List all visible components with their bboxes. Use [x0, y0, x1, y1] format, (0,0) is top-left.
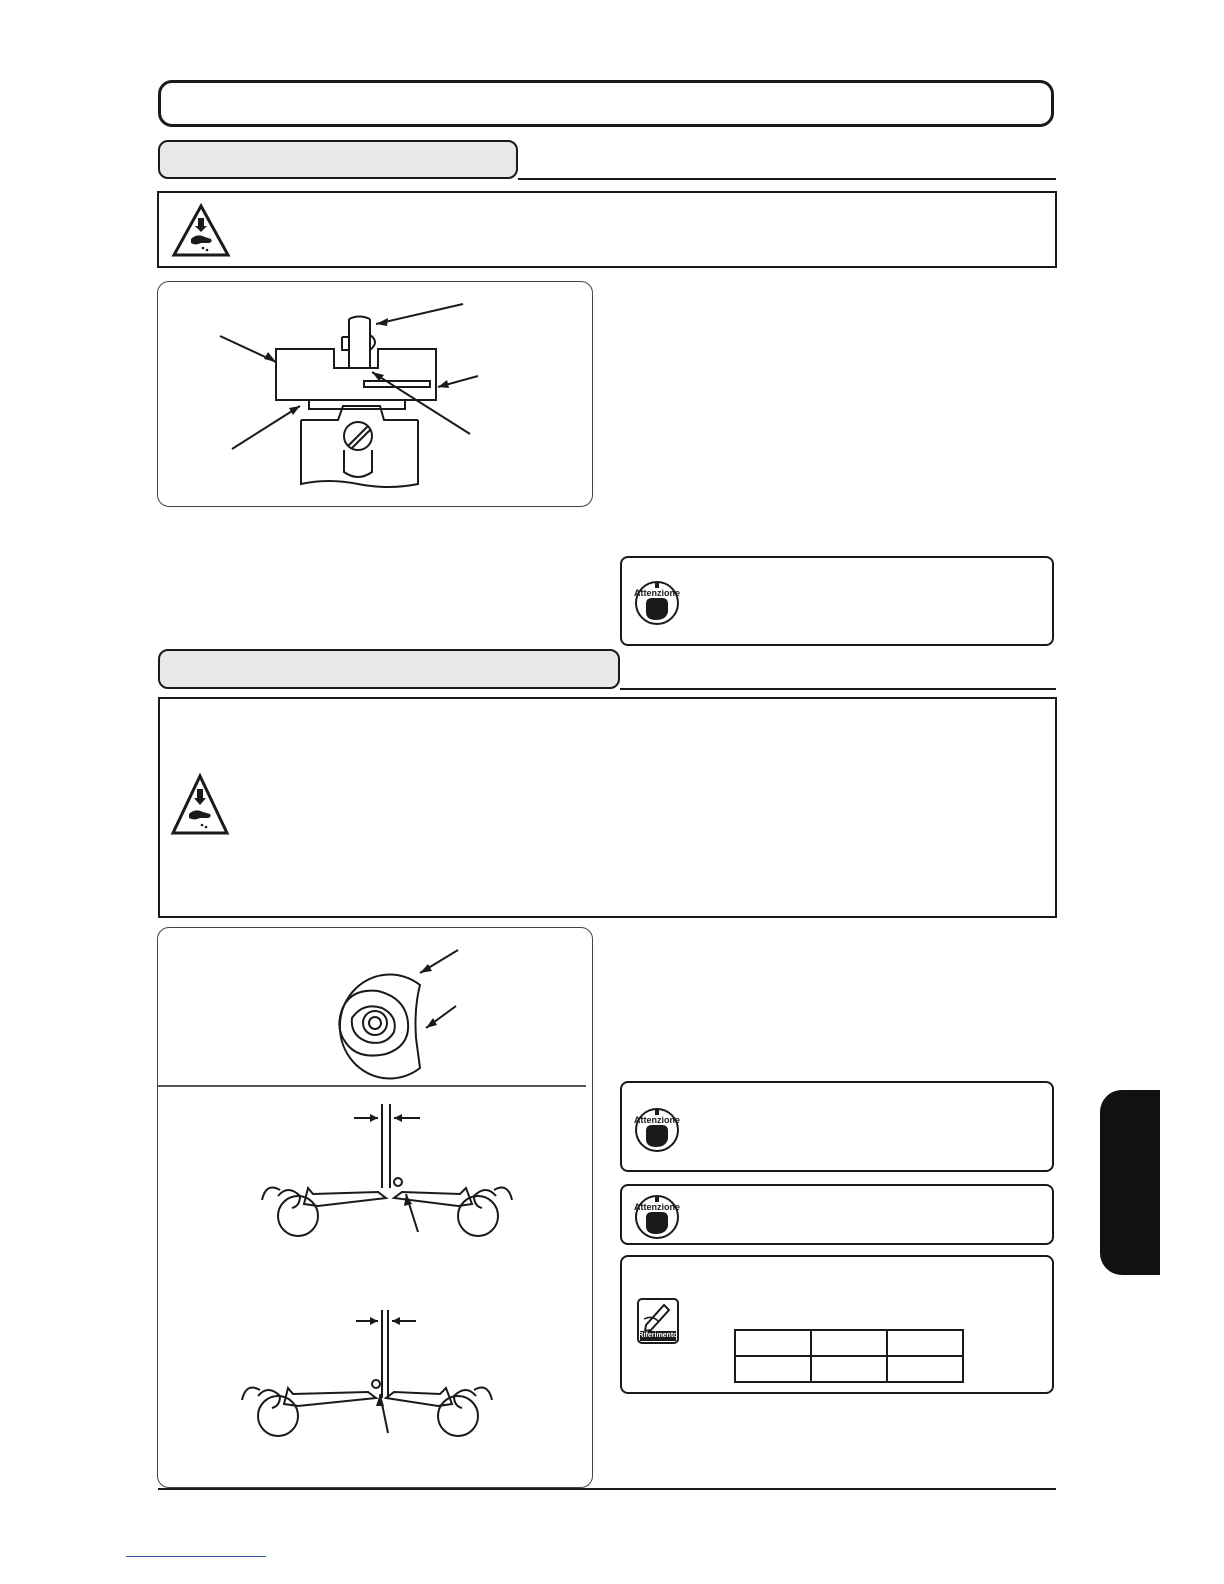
caution-hand-icon — [634, 1107, 680, 1153]
hand-crush-warning-icon — [170, 773, 230, 837]
section-tab-2 — [158, 649, 620, 689]
table-cell — [887, 1356, 963, 1382]
table-cell — [735, 1330, 811, 1356]
page-title-bar — [158, 80, 1054, 127]
caution-badge-label-2: Attenzione — [634, 1115, 680, 1125]
reference-note — [620, 1255, 1054, 1394]
table-cell — [811, 1356, 887, 1382]
reference-table — [734, 1329, 964, 1383]
reference-badge-label: Riferimento — [638, 1332, 678, 1339]
table-row — [735, 1330, 963, 1356]
section-1-rule — [518, 178, 1056, 180]
figure-2-drawing — [158, 928, 594, 1489]
table-cell — [735, 1356, 811, 1382]
footer-link-underline[interactable] — [126, 1556, 266, 1557]
table-cell — [811, 1330, 887, 1356]
caution-badge-label-3: Attenzione — [634, 1202, 680, 1212]
section-tab-1 — [158, 140, 518, 179]
caution-note-3 — [620, 1184, 1054, 1245]
section-2-rule — [620, 688, 1056, 690]
figure-2 — [157, 927, 593, 1488]
table-cell — [887, 1330, 963, 1356]
bottom-rule — [158, 1488, 1056, 1490]
warning-box-2 — [158, 697, 1057, 918]
caution-note-1 — [620, 556, 1054, 646]
warning-box-1 — [157, 191, 1057, 268]
figure-1-drawing — [158, 282, 594, 508]
chapter-side-tab — [1100, 1090, 1160, 1275]
caution-hand-icon — [634, 580, 680, 626]
hand-crush-warning-icon — [171, 203, 231, 258]
caution-badge-label-1: Attenzione — [634, 588, 680, 598]
caution-hand-icon — [634, 1194, 680, 1240]
table-row — [735, 1356, 963, 1382]
figure-1 — [157, 281, 593, 507]
caution-note-2 — [620, 1081, 1054, 1172]
